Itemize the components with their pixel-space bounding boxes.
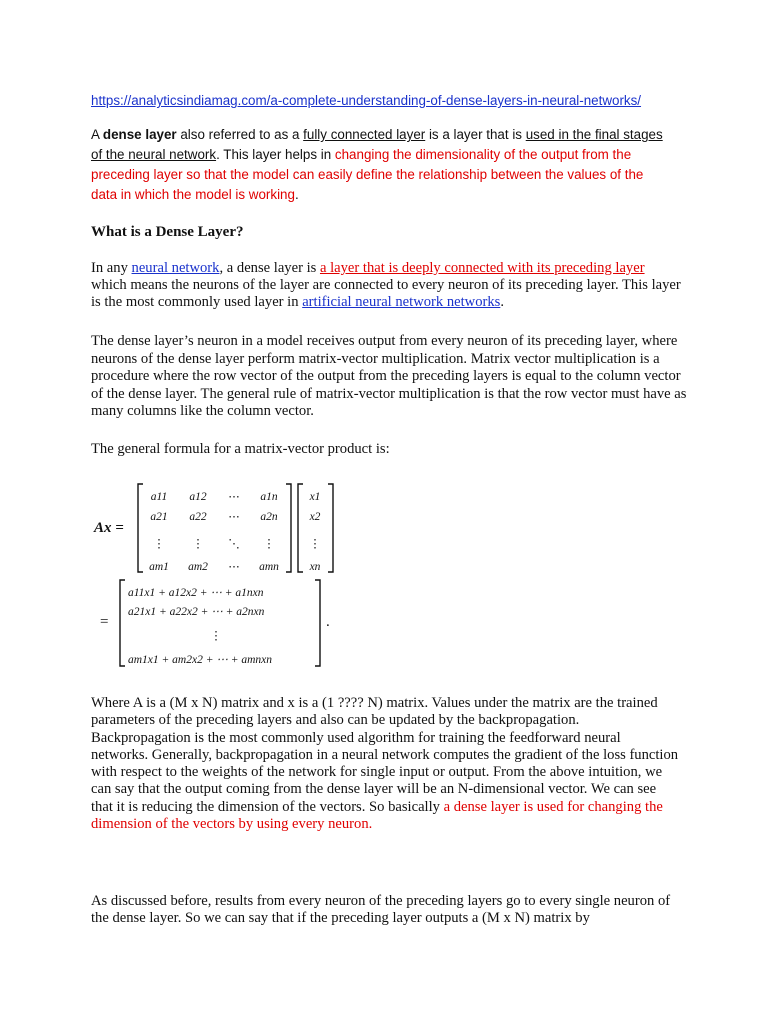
intro-paragraph bbox=[91, 125, 671, 205]
vector-entry: x1 bbox=[309, 491, 321, 503]
matrix-entry: a2n bbox=[260, 511, 278, 523]
p4-red-highlight: a dense layer is used for changing the dimension of the vectors by using every neuron bbox=[91, 798, 663, 833]
formula-equals: = bbox=[100, 614, 109, 630]
result-left-bracket bbox=[120, 580, 125, 666]
p1-text-3: which means the neurons of the layer are connected to every neuron of its preceding layer. This layer is the most commonly used layer in bbox=[91, 277, 681, 310]
p1-red-underlined: a layer that is deeply connected with its preceding layer bbox=[319, 260, 645, 276]
matrix-entry: a12 bbox=[189, 491, 207, 503]
paragraph-4 bbox=[91, 695, 681, 833]
p4-text-1: Where A is a (M x N) matrix and x is a (1 ???? N) matrix. Values under the matrix are the trained parameters of the preceding layers and also can be updated by the backpropagation. Backpropagation is the most commonly used algorithm for training the feedforward neural networks. Generally, backpropagation in a neural network computes the gradient of the loss function with respect to the weights of the network for single input or output. From the above intuition, we can say that the output coming from the dense layer will be an N-dimensional vector. We can see that it is reducing the dimension of the vectors. So basically bbox=[91, 695, 679, 815]
paragraph-3: The general formula for a matrix-vector product is: bbox=[91, 441, 390, 457]
paragraph-1 bbox=[91, 260, 681, 311]
matrix-entry: ⋯ bbox=[228, 511, 240, 523]
matrix-entry: a22 bbox=[189, 511, 207, 523]
matrix-entry: a11 bbox=[150, 491, 168, 503]
neural-network-link[interactable]: neural network bbox=[131, 260, 220, 276]
matrix-vector-formula bbox=[88, 474, 388, 674]
section-heading: What is a Dense Layer? bbox=[91, 224, 244, 240]
intro-text-3: is a layer that is bbox=[425, 127, 526, 142]
result-right-bracket bbox=[315, 580, 320, 666]
p1-text-1: In any bbox=[91, 260, 132, 276]
p1-text-2: , a dense layer is bbox=[219, 260, 320, 276]
vector-right-bracket bbox=[328, 484, 333, 572]
matrix-entry: a1n bbox=[260, 491, 278, 503]
result-entry: ⋮ bbox=[210, 630, 222, 642]
intro-text-1: A bbox=[91, 127, 103, 142]
vector-entry: ⋮ bbox=[309, 538, 321, 550]
matrix-entry: amn bbox=[259, 561, 279, 573]
ann-networks-link[interactable]: artificial neural network networks bbox=[302, 294, 501, 310]
matrix-entry: a21 bbox=[150, 511, 168, 523]
matrix-entry: ⋯ bbox=[228, 491, 240, 503]
intro-text-2: also referred to as a bbox=[176, 127, 304, 142]
intro-dense-layer-bold: dense layer bbox=[102, 127, 177, 142]
formula-lhs: Ax = bbox=[94, 520, 124, 536]
intro-red-highlight: changing the dimensionality of the output from the preceding layer so that the model can easily define the relationship between the values of the data in which the model is working bbox=[91, 147, 644, 202]
matrix-entry: ⋮ bbox=[153, 538, 165, 550]
matrix-entry: am1 bbox=[149, 561, 169, 573]
matrix-entry: ⋮ bbox=[192, 538, 204, 550]
matrix-entry: am2 bbox=[188, 561, 208, 573]
p1-text-4: . bbox=[500, 294, 504, 310]
formula-period: . bbox=[326, 614, 330, 630]
intro-fully-connected-underlined: fully connected layer bbox=[303, 127, 426, 142]
result-entry: a11x1 + a12x2 + ⋯ + a1nxn bbox=[128, 587, 264, 599]
intro-final-stages-underlined: used in the final stages of the neural network bbox=[91, 127, 663, 162]
matrix-entry: ⋯ bbox=[228, 561, 240, 573]
result-entry: a21x1 + a22x2 + ⋯ + a2nxn bbox=[128, 606, 265, 618]
matrix-entry: ⋮ bbox=[263, 538, 275, 550]
vector-entry: xn bbox=[309, 561, 321, 573]
vector-left-bracket bbox=[298, 484, 303, 572]
source-url-link[interactable]: https://analyticsindiamag.com/a-complete-understanding-of-dense-layers-in-neural-networks/ bbox=[91, 93, 642, 108]
matrix-left-bracket bbox=[138, 484, 143, 572]
source-url-line bbox=[91, 93, 641, 108]
p4-text-2: . bbox=[368, 816, 373, 833]
paragraph-2: The dense layer’s neuron in a model receives output from every neuron of its preceding layer, where neurons of the dense layer perform matrix-vector multiplication. Matrix vector multiplication is a procedure where the row vector of the output from the preceding layers is equal to the column vector of the dense layer. The general rule of matrix-vector multiplication is that the row vector must have as many columns like the column vector. bbox=[91, 333, 687, 419]
result-entry: am1x1 + am2x2 + ⋯ + amnxn bbox=[128, 654, 273, 666]
intro-text-5: . bbox=[294, 187, 299, 202]
intro-text-4: . This layer helps in bbox=[216, 147, 335, 162]
matrix-right-bracket bbox=[286, 484, 291, 572]
matrix-entry: ⋱ bbox=[228, 538, 240, 550]
vector-entry: x2 bbox=[309, 511, 321, 523]
paragraph-5: As discussed before, results from every neuron of the preceding layers go to every single neuron of the dense layer. So we can say that if the preceding layer outputs a (M x N) matrix by bbox=[91, 893, 671, 926]
